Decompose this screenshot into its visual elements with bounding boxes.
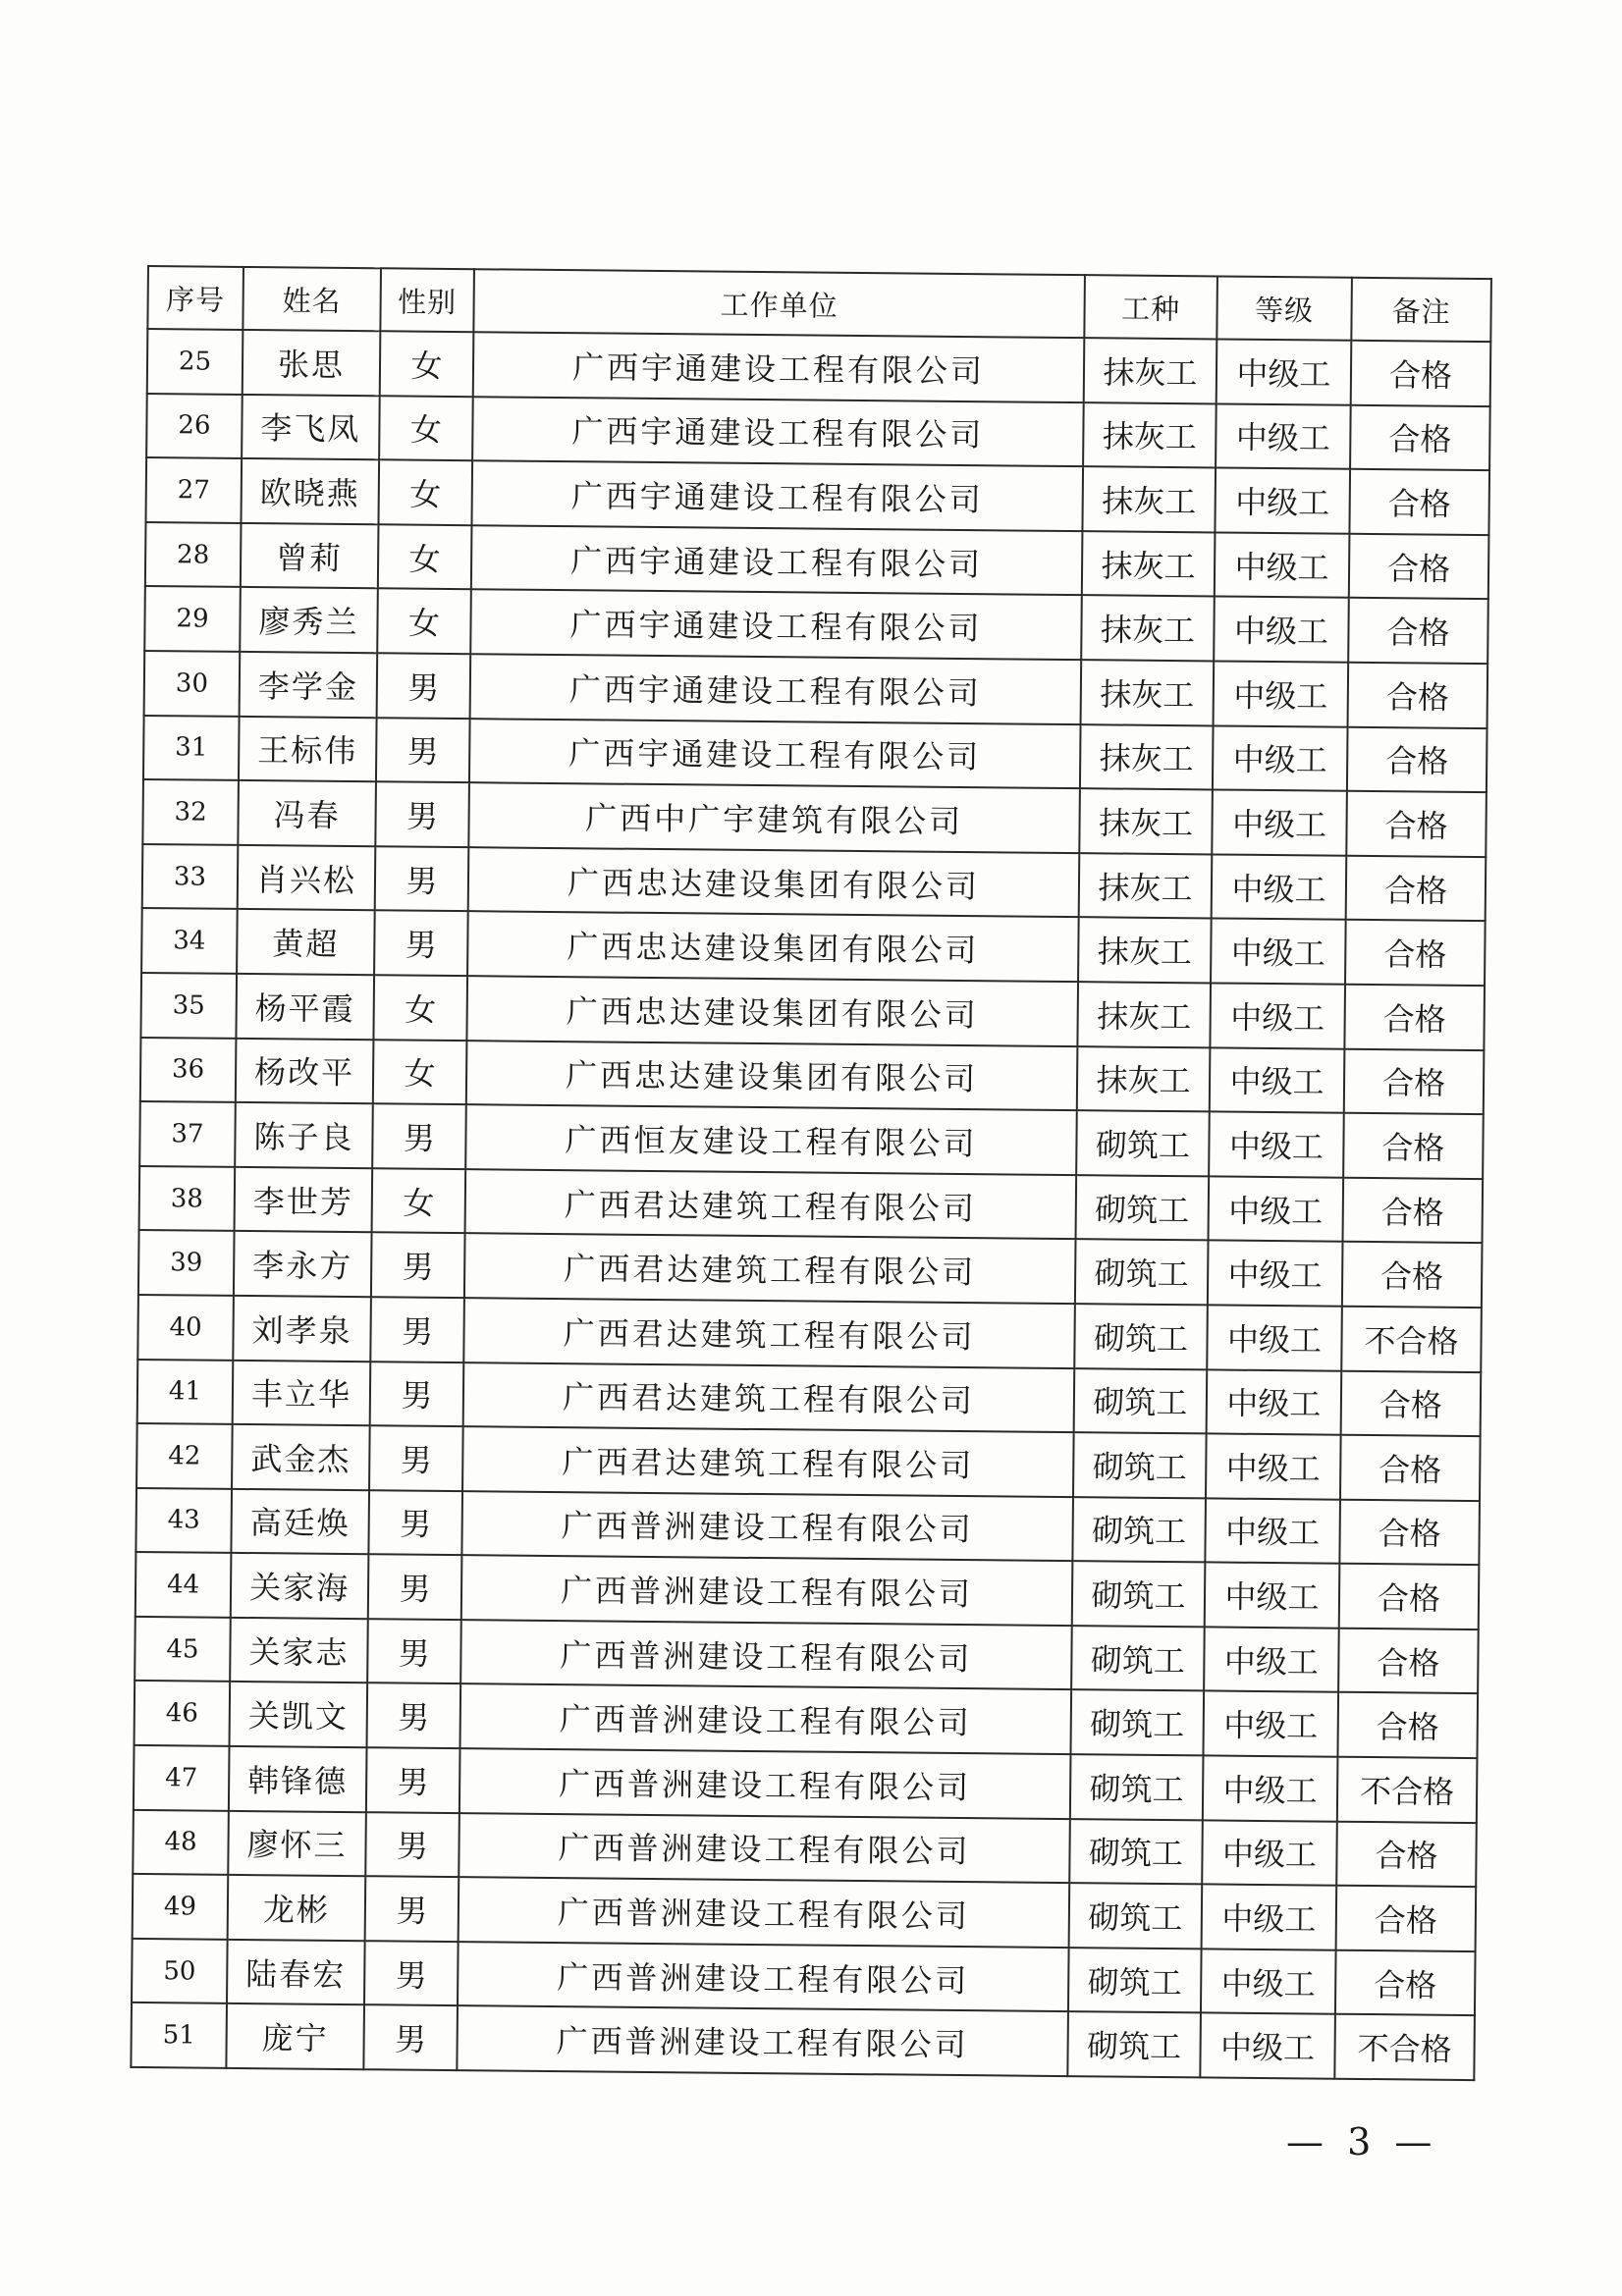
cell-remark: 不合格 xyxy=(1337,1757,1478,1823)
cell-gender: 女 xyxy=(373,975,467,1041)
cell-work-unit: 广西恒友建设工程有限公司 xyxy=(465,1104,1077,1175)
cell-serial-number: 25 xyxy=(147,329,243,395)
cell-serial-number: 42 xyxy=(136,1423,233,1489)
cell-trade: 抹灰工 xyxy=(1083,402,1216,468)
cell-level: 中级工 xyxy=(1200,2013,1335,2079)
cell-work-unit: 广西普洲建设工程有限公司 xyxy=(461,1555,1073,1626)
cell-trade: 砌筑工 xyxy=(1072,1497,1206,1563)
cell-serial-number: 48 xyxy=(133,1810,229,1876)
cell-remark: 合格 xyxy=(1343,1113,1484,1179)
cell-trade: 抹灰工 xyxy=(1078,917,1212,983)
cell-work-unit: 广西宇通建设工程有限公司 xyxy=(473,332,1085,402)
cell-trade: 抹灰工 xyxy=(1081,660,1215,725)
cell-serial-number: 40 xyxy=(137,1295,234,1361)
header-name: 姓名 xyxy=(243,267,381,331)
cell-serial-number: 32 xyxy=(142,779,239,845)
cell-gender: 男 xyxy=(371,1233,465,1299)
cell-serial-number: 28 xyxy=(145,522,242,588)
header-work-unit: 工作单位 xyxy=(473,269,1085,338)
cell-trade: 抹灰工 xyxy=(1082,531,1216,597)
cell-serial-number: 26 xyxy=(146,394,243,459)
cell-remark: 合格 xyxy=(1341,1370,1482,1436)
cell-level: 中级工 xyxy=(1216,403,1351,469)
table-body xyxy=(131,329,1490,2080)
cell-work-unit: 广西普洲建设工程有限公司 xyxy=(459,1813,1070,1884)
cell-gender: 男 xyxy=(364,1941,459,2006)
cell-work-unit: 广西君达建筑工程有限公司 xyxy=(464,1233,1076,1304)
cell-remark: 合格 xyxy=(1338,1629,1479,1694)
cell-gender: 女 xyxy=(377,589,471,655)
header-trade: 工种 xyxy=(1084,275,1217,339)
cell-serial-number: 36 xyxy=(140,1038,237,1103)
cell-remark: 合格 xyxy=(1344,1048,1485,1114)
cell-trade: 抹灰工 xyxy=(1081,596,1215,662)
cell-serial-number: 41 xyxy=(137,1359,234,1424)
cell-serial-number: 39 xyxy=(138,1230,235,1296)
cell-gender: 男 xyxy=(375,781,469,847)
cell-remark: 合格 xyxy=(1336,1821,1477,1887)
cell-name: 关家志 xyxy=(230,1618,368,1683)
cell-remark: 不合格 xyxy=(1334,2014,1475,2080)
header-gender: 性别 xyxy=(380,268,474,332)
cell-name: 李飞凤 xyxy=(242,395,380,460)
cell-work-unit: 广西普洲建设工程有限公司 xyxy=(459,1877,1070,1948)
cell-name: 李世芳 xyxy=(235,1167,373,1233)
cell-gender: 男 xyxy=(374,911,468,977)
cell-trade: 抹灰工 xyxy=(1077,982,1211,1047)
cell-gender: 男 xyxy=(365,1812,460,1878)
cell-gender: 女 xyxy=(378,524,472,590)
cell-gender: 男 xyxy=(369,1425,463,1491)
cell-work-unit: 广西普洲建设工程有限公司 xyxy=(460,1748,1071,1819)
cell-level: 中级工 xyxy=(1205,1563,1340,1629)
cell-remark: 合格 xyxy=(1343,1177,1484,1243)
cell-level: 中级工 xyxy=(1207,1369,1342,1435)
cell-name: 王标伟 xyxy=(239,716,377,781)
cell-remark: 合格 xyxy=(1346,791,1487,857)
cell-gender: 男 xyxy=(376,718,470,783)
cell-name: 李永方 xyxy=(234,1231,372,1297)
cell-serial-number: 50 xyxy=(132,1939,228,2004)
cell-work-unit: 广西忠达建设集团有限公司 xyxy=(468,847,1080,918)
cell-name: 武金杰 xyxy=(232,1424,370,1490)
cell-trade: 砌筑工 xyxy=(1070,1690,1204,1756)
cell-name: 杨平霞 xyxy=(236,974,374,1040)
cell-gender: 男 xyxy=(370,1297,464,1362)
cell-remark: 合格 xyxy=(1336,1886,1477,1951)
table-row xyxy=(131,2002,1475,2080)
cell-remark: 合格 xyxy=(1339,1564,1480,1629)
cell-serial-number: 37 xyxy=(139,1101,236,1167)
cell-trade: 砌筑工 xyxy=(1076,1110,1210,1176)
cell-trade: 抹灰工 xyxy=(1079,788,1213,854)
cell-remark: 合格 xyxy=(1349,469,1489,535)
cell-level: 中级工 xyxy=(1205,1498,1340,1564)
cell-name: 韩锋德 xyxy=(229,1746,367,1812)
cell-work-unit: 广西普洲建设工程有限公司 xyxy=(457,2006,1068,2077)
cell-remark: 合格 xyxy=(1346,856,1487,922)
cell-work-unit: 广西忠达建设集团有限公司 xyxy=(466,1041,1078,1111)
cell-level: 中级工 xyxy=(1216,339,1352,404)
cell-trade: 砌筑工 xyxy=(1069,1819,1203,1885)
cell-work-unit: 广西宇通建设工程有限公司 xyxy=(470,590,1082,661)
cell-work-unit: 广西普洲建设工程有限公司 xyxy=(458,1942,1069,2012)
cell-gender: 男 xyxy=(365,1876,460,1942)
cell-trade: 砌筑工 xyxy=(1068,1948,1202,2013)
cell-work-unit: 广西宇通建设工程有限公司 xyxy=(471,525,1083,596)
cell-level: 中级工 xyxy=(1211,919,1346,985)
cell-work-unit: 广西宇通建设工程有限公司 xyxy=(469,719,1081,789)
cell-remark: 合格 xyxy=(1339,1499,1480,1565)
cell-gender: 女 xyxy=(378,459,472,525)
cell-gender: 男 xyxy=(372,1103,466,1169)
cell-work-unit: 广西君达建筑工程有限公司 xyxy=(463,1362,1075,1433)
header-level: 等级 xyxy=(1216,276,1352,340)
header-remark: 备注 xyxy=(1351,278,1491,342)
cell-gender: 男 xyxy=(377,653,471,719)
cell-name: 张思 xyxy=(243,330,381,396)
cell-trade: 砌筑工 xyxy=(1070,1754,1204,1820)
cell-name: 陈子良 xyxy=(235,1102,373,1168)
cell-level: 中级工 xyxy=(1210,983,1345,1048)
cell-remark: 合格 xyxy=(1342,1242,1483,1308)
cell-name: 杨改平 xyxy=(236,1038,374,1103)
cell-name: 陆春宏 xyxy=(227,1940,365,2005)
cell-work-unit: 广西普洲建设工程有限公司 xyxy=(460,1684,1072,1755)
cell-trade: 砌筑工 xyxy=(1074,1304,1208,1369)
cell-work-unit: 广西忠达建设集团有限公司 xyxy=(467,912,1079,983)
cell-remark: 不合格 xyxy=(1341,1307,1482,1372)
cell-level: 中级工 xyxy=(1202,1820,1337,1886)
cell-level: 中级工 xyxy=(1215,532,1350,598)
cell-level: 中级工 xyxy=(1203,1755,1338,1821)
cell-trade: 抹灰工 xyxy=(1080,724,1214,790)
cell-name: 肖兴松 xyxy=(238,845,376,911)
cell-name: 关家海 xyxy=(231,1553,369,1619)
cell-remark: 合格 xyxy=(1350,404,1490,470)
cell-remark: 合格 xyxy=(1344,985,1485,1050)
roster-table-container xyxy=(130,265,1490,2081)
cell-remark: 合格 xyxy=(1340,1435,1481,1501)
cell-serial-number: 27 xyxy=(145,457,242,523)
cell-remark: 合格 xyxy=(1337,1692,1478,1758)
cell-name: 丰立华 xyxy=(233,1360,371,1425)
cell-serial-number: 43 xyxy=(135,1488,232,1554)
cell-name: 冯春 xyxy=(238,780,376,846)
cell-gender: 男 xyxy=(366,1747,460,1813)
cell-work-unit: 广西宇通建设工程有限公司 xyxy=(470,654,1082,724)
cell-gender: 男 xyxy=(367,1683,461,1749)
cell-gender: 男 xyxy=(370,1362,464,1427)
roster-table xyxy=(130,265,1492,2081)
cell-remark: 合格 xyxy=(1348,663,1488,728)
cell-trade: 抹灰工 xyxy=(1084,338,1217,403)
cell-serial-number: 29 xyxy=(144,586,241,652)
cell-serial-number: 49 xyxy=(133,1874,229,1940)
page-number: — 3 — xyxy=(1286,2120,1438,2163)
cell-remark: 合格 xyxy=(1335,1950,1476,2016)
cell-name: 黄超 xyxy=(237,909,375,975)
cell-level: 中级工 xyxy=(1201,1949,1336,2014)
cell-name: 廖怀三 xyxy=(228,1811,366,1877)
cell-gender: 女 xyxy=(380,331,474,397)
cell-level: 中级工 xyxy=(1208,1241,1343,1307)
cell-remark: 合格 xyxy=(1348,598,1488,664)
cell-remark: 合格 xyxy=(1349,534,1489,600)
cell-trade: 砌筑工 xyxy=(1067,2012,1201,2078)
cell-serial-number: 45 xyxy=(135,1617,231,1682)
cell-work-unit: 广西中广宇建筑有限公司 xyxy=(468,782,1080,853)
cell-trade: 抹灰工 xyxy=(1082,466,1216,532)
cell-serial-number: 31 xyxy=(143,716,240,781)
cell-serial-number: 34 xyxy=(141,908,238,974)
cell-serial-number: 35 xyxy=(140,973,237,1039)
cell-level: 中级工 xyxy=(1206,1434,1341,1500)
cell-level: 中级工 xyxy=(1209,1112,1344,1178)
cell-name: 欧晓燕 xyxy=(241,458,379,524)
cell-trade: 砌筑工 xyxy=(1075,1239,1209,1305)
cell-gender: 男 xyxy=(375,846,469,912)
cell-level: 中级工 xyxy=(1209,1176,1344,1242)
cell-name: 廖秀兰 xyxy=(240,587,378,653)
cell-name: 庞宁 xyxy=(226,2003,364,2069)
cell-name: 李学金 xyxy=(240,652,378,718)
cell-name: 高廷焕 xyxy=(231,1489,369,1555)
cell-level: 中级工 xyxy=(1212,854,1347,920)
cell-name: 曾莉 xyxy=(241,523,379,589)
cell-gender: 女 xyxy=(372,1168,466,1234)
cell-trade: 砌筑工 xyxy=(1069,1883,1203,1949)
cell-level: 中级工 xyxy=(1207,1305,1342,1370)
cell-level: 中级工 xyxy=(1212,790,1347,856)
cell-gender: 男 xyxy=(368,1555,462,1621)
cell-serial-number: 47 xyxy=(134,1745,230,1811)
cell-trade: 砌筑工 xyxy=(1073,1432,1207,1498)
cell-name: 关凯文 xyxy=(230,1682,368,1747)
cell-work-unit: 广西普洲建设工程有限公司 xyxy=(461,1491,1073,1562)
cell-serial-number: 51 xyxy=(131,2002,227,2068)
cell-gender: 男 xyxy=(368,1490,462,1556)
cell-level: 中级工 xyxy=(1214,597,1349,663)
cell-remark: 合格 xyxy=(1347,726,1487,792)
cell-remark: 合格 xyxy=(1351,341,1491,406)
cell-level: 中级工 xyxy=(1214,661,1349,726)
cell-trade: 抹灰工 xyxy=(1077,1046,1211,1112)
cell-trade: 砌筑工 xyxy=(1074,1368,1208,1434)
cell-serial-number: 33 xyxy=(142,844,239,910)
header-serial-number: 序号 xyxy=(147,266,243,330)
cell-work-unit: 广西宇通建设工程有限公司 xyxy=(472,397,1084,467)
cell-level: 中级工 xyxy=(1203,1691,1338,1757)
cell-serial-number: 46 xyxy=(135,1681,231,1746)
cell-name: 龙彬 xyxy=(228,1875,366,1941)
cell-work-unit: 广西君达建筑工程有限公司 xyxy=(462,1426,1074,1497)
cell-level: 中级工 xyxy=(1215,468,1350,534)
cell-work-unit: 广西宇通建设工程有限公司 xyxy=(471,460,1083,531)
cell-serial-number: 30 xyxy=(144,651,241,717)
cell-trade: 抹灰工 xyxy=(1079,853,1213,919)
cell-level: 中级工 xyxy=(1204,1627,1339,1692)
cell-gender: 女 xyxy=(373,1040,467,1105)
cell-work-unit: 广西普洲建设工程有限公司 xyxy=(460,1620,1072,1690)
cell-serial-number: 38 xyxy=(139,1166,236,1232)
cell-level: 中级工 xyxy=(1213,725,1348,791)
cell-name: 刘孝泉 xyxy=(233,1296,371,1362)
cell-serial-number: 44 xyxy=(135,1552,232,1618)
cell-remark: 合格 xyxy=(1345,920,1486,986)
cell-gender: 男 xyxy=(363,2005,458,2071)
cell-gender: 男 xyxy=(367,1619,461,1684)
cell-trade: 砌筑工 xyxy=(1072,1561,1206,1627)
cell-trade: 砌筑工 xyxy=(1076,1175,1210,1241)
cell-work-unit: 广西君达建筑工程有限公司 xyxy=(465,1169,1077,1240)
cell-gender: 女 xyxy=(379,396,473,461)
cell-work-unit: 广西忠达建设集团有限公司 xyxy=(466,976,1078,1046)
cell-level: 中级工 xyxy=(1210,1047,1345,1113)
cell-trade: 砌筑工 xyxy=(1071,1626,1205,1691)
cell-level: 中级工 xyxy=(1202,1885,1337,1950)
cell-work-unit: 广西君达建筑工程有限公司 xyxy=(463,1298,1075,1368)
